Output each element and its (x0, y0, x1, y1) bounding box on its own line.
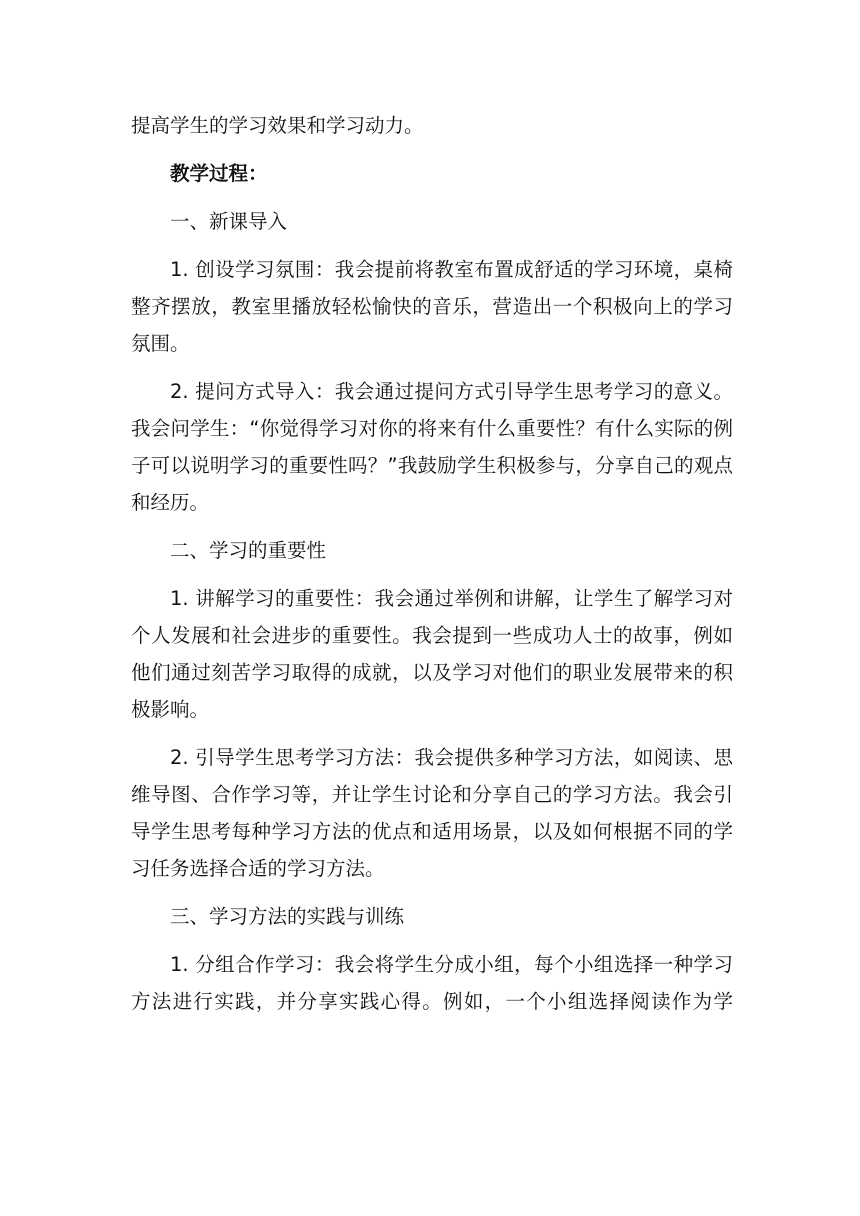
paragraph-importance-2: 2. 引导学生思考学习方法：我会提供多种学习方法，如阅读、思维导图、合作学习等，并让学生讨论和分享自己的学习方法。我会引导学生思考每种学习方法的优点和适用场景，以及如何根据不同的学习任务选择合适的学习方法。 (131, 746, 733, 880)
paragraph-intro-2: 2. 提问方式导入：我会通过提问方式引导学生思考学习的意义。我会问学生：“你觉得学习对你的将来有什么重要性？有什么实际的例子可以说明学习的重要性吗？”我鼓励学生积极参与，分享自己的观点和经历。 (131, 380, 733, 514)
section-heading-practice: 三、学习方法的实践与训练 (170, 905, 405, 928)
paragraph-practice-1: 1. 分组合作学习：我会将学生分成小组，每个小组选择一种学习方法进行实践，并分享实践心得。例如，一个小组选择阅读作为学 (131, 953, 733, 1013)
paragraph-continuation: 提高学生的学习效果和学习动力。 (131, 114, 424, 137)
section-heading-importance: 二、学习的重要性 (170, 539, 327, 562)
section-heading-intro: 一、新课导入 (170, 210, 288, 233)
paragraph-intro-1: 1. 创设学习氛围：我会提前将教室布置成舒适的学习环境，桌椅整齐摆放，教室里播放轻松愉快的音乐，营造出一个积极向上的学习氛围。 (131, 258, 733, 355)
document-body (131, 107, 733, 1031)
section-heading-teaching-process: 教学过程： (170, 162, 268, 185)
paragraph-importance-1: 1. 讲解学习的重要性：我会通过举例和讲解，让学生了解学习对个人发展和社会进步的重要性。我会提到一些成功人士的故事，例如他们通过刻苦学习取得的成就，以及学习对他们的职业发展带来的积极影响。 (131, 587, 733, 721)
